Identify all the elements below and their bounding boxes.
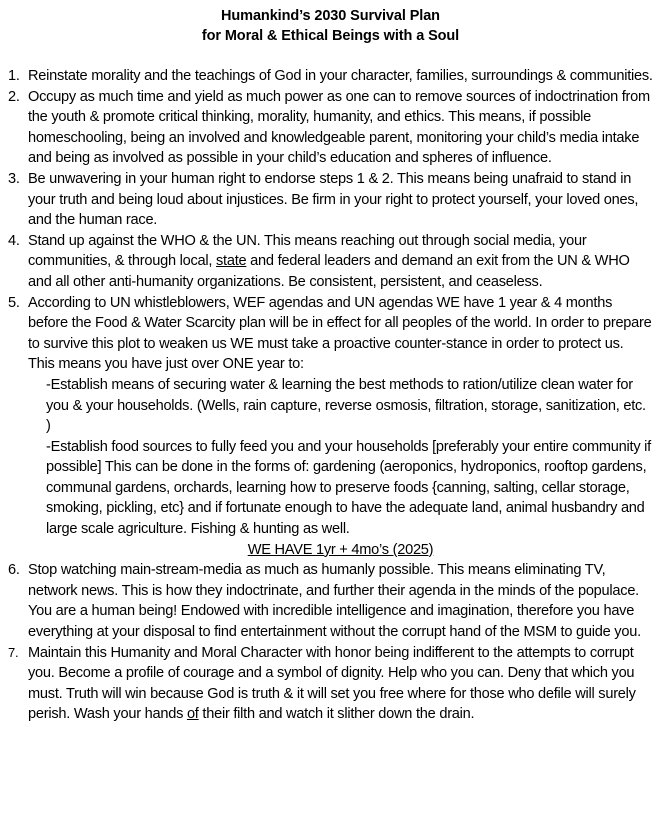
list-item-5	[0, 293, 661, 540]
item-number: 2.	[8, 88, 20, 105]
item-text-underlined: state	[215, 253, 247, 270]
item-text-b: their filth and watch it slither down the drain.	[198, 706, 475, 723]
item-text-underlined: of	[186, 706, 199, 723]
list-item-4	[0, 231, 661, 293]
plan-list	[0, 66, 661, 725]
sub-item-food: -Establish food sources to fully feed you and your households [preferably your entire community if possible] This can be done in the forms of: gardening (aeroponics, hydroponics, rooftop gardens, communal gardens, orchards, learning how to preserve foods {canning, salting, cellar storage, smoking, pickling, etc} and if fortunate enough to have the adequate land, animal husbandry and large scale agriculture. Fishing & hunting as well.	[46, 438, 651, 538]
item-number: 6.	[8, 562, 20, 579]
list-item-3	[0, 169, 661, 231]
item-number: 5.	[8, 294, 20, 311]
list-item-7	[0, 643, 661, 725]
item-text: Occupy as much time and yield as much power as one can to remove sources of indoctrination from the youth & promote critical thinking, morality, humanity, and ethics. This means, if possible homeschooling, being an involved and knowledgeable parent, monitoring your child’s media intake and being as involved as possible in your child’s education and spheres of influence.	[28, 88, 650, 167]
item-text-b: and federal leaders and demand an exit from the UN & WHO and all other anti-humanity organizations. Be consistent, persistent, and ceaseless.	[28, 253, 630, 290]
item-text-a: Stand up against the WHO & the UN. This means reaching out through social media, your communities, & through local,	[28, 232, 587, 270]
title-line-1: Humankind’s 2030 Survival Plan	[221, 8, 440, 24]
list-item-6	[0, 560, 661, 642]
sub-item-water: -Establish means of securing water & learning the best methods to ration/utilize clean water for you & your households. (Wells, rain capture, reverse osmosis, filtration, storage, sanitization, etc. )	[46, 376, 646, 435]
page-title	[0, 6, 661, 46]
title-line-2: for Moral & Ethical Beings with a Soul	[201, 28, 460, 44]
item-number: 1.	[8, 68, 20, 84]
item-text: Reinstate morality and the teachings of God in your character, families, surroundings & communities.	[28, 68, 653, 84]
item-text: Be unwavering in your human right to endorse steps 1 & 2. This means being unafraid to stand in your truth and being loud about injustices. Be firm in your right to protect yourself, your loved ones, and the human race.	[28, 170, 639, 229]
list-item-2	[0, 87, 661, 169]
item-number: 3.	[8, 170, 20, 187]
deadline-heading: WE HAVE 1yr + 4mo’s (2025)	[247, 541, 434, 558]
item-text: Stop watching main-stream-media as much as humanly possible. This means eliminating TV, network news. This is how they indoctrinate, and further their agenda in the minds of the populace. You are a human being! Endowed with incredible intelligence and imagination, therefore you have everything at your disposal to find entertainment without the corrupt hand of the MSM to guide you.	[28, 562, 641, 641]
list-item-1	[0, 66, 661, 87]
item-number: 7.	[8, 644, 19, 660]
item-text: According to UN whistleblowers, WEF agendas and UN agendas WE have 1 year & 4 months before the Food & Water Scarcity plan will be in effect for all peoples of the world. In order to prepare to survive this plot to weaken us WE must take a proactive counter-stance in order to protect us. This means you have just over ONE year to:	[28, 294, 652, 373]
item-number: 4.	[8, 232, 20, 249]
item-text-a: Maintain this Humanity and Moral Character with honor being indifferent to the attempts to corrupt you. Become a profile of courage and a symbol of dignity. Help who you can. Deny that which you must. Truth will win because God is truth & it will set you free where for those who defile will surely perish. Wash your hands	[28, 644, 636, 723]
